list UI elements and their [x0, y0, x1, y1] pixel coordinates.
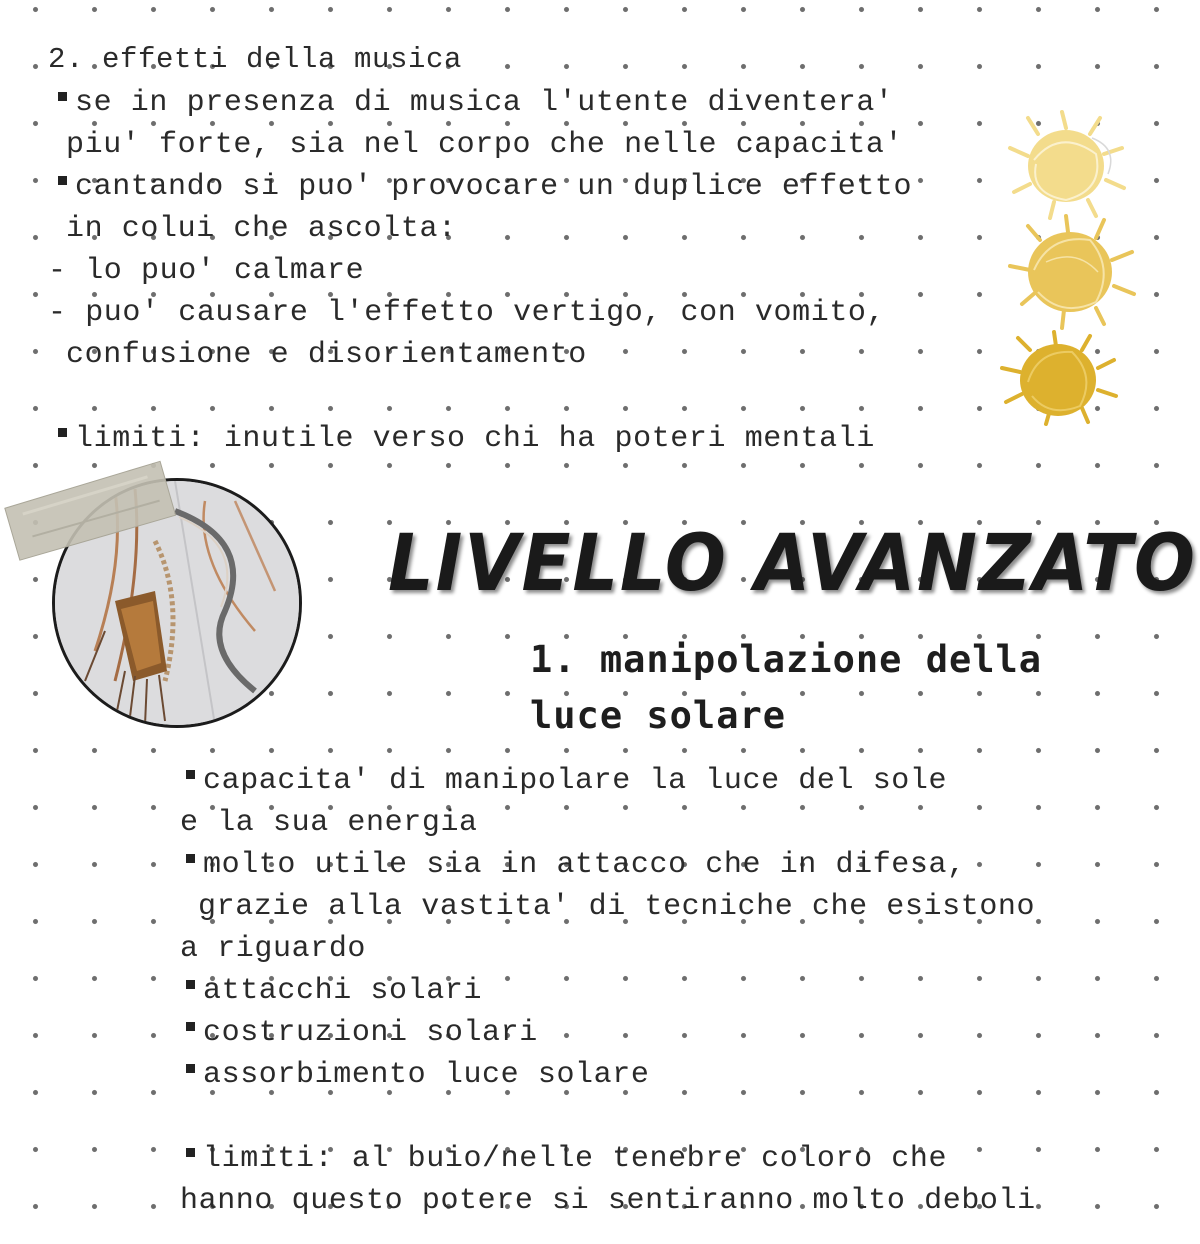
- limits-item: [58, 421, 875, 457]
- sun-medium-icon: [1006, 212, 1146, 332]
- bullet-item: [186, 973, 482, 1009]
- bullet-text: costruzioni solari: [203, 1016, 538, 1050]
- bullet-text: se in presenza di musica l'utente diventera': [75, 86, 894, 120]
- bullet-item: [186, 1057, 649, 1093]
- bullet-continuation: grazie alla vastita' di tecniche che esistono: [198, 890, 1036, 924]
- dash-item: - puo' causare l'effetto vertigo, con vomito,: [48, 296, 886, 330]
- limits-item: [186, 1141, 947, 1177]
- bullet-continuation: e la sua energia: [180, 806, 478, 840]
- bullet-item: [58, 85, 894, 121]
- bullet-item: [186, 847, 966, 883]
- bullet-square-icon: [186, 1064, 195, 1073]
- section-subtitle: 1. manipolazione della: [530, 638, 1043, 681]
- section-subtitle-continuation: luce solare: [530, 694, 787, 737]
- bullet-text: molto utile sia in attacco che in difesa,: [203, 848, 966, 882]
- bullet-continuation: a riguardo: [180, 932, 367, 966]
- dash-continuation: confusione e disorientamento: [66, 338, 587, 372]
- bullet-item: [186, 763, 947, 799]
- bullet-text: capacita' di manipolare la luce del sole: [203, 764, 948, 798]
- bullet-text: assorbimento luce solare: [203, 1058, 650, 1092]
- dash-item: - lo puo' calmare: [48, 254, 365, 288]
- page-title: LIVELLO AVANZATO: [388, 519, 1197, 609]
- bullet-continuation: in colui che ascolta:: [66, 212, 457, 246]
- sun-light-icon: [1000, 108, 1140, 223]
- bullet-square-icon: [186, 854, 195, 863]
- bullet-continuation: piu' forte, sia nel corpo che nelle capacita': [66, 128, 904, 162]
- bullet-square-icon: [58, 92, 67, 101]
- bullet-square-icon: [58, 176, 67, 185]
- section-heading: 2. effetti della musica: [48, 43, 463, 76]
- bullet-square-icon: [58, 428, 67, 437]
- limits-continuation: hanno questo potere si sentiranno molto deboli: [180, 1184, 1036, 1218]
- bullet-text: cantando si puo' provocare un duplice effetto: [75, 170, 913, 204]
- photo-frame: [52, 478, 302, 728]
- bullet-square-icon: [186, 1148, 195, 1157]
- bullet-square-icon: [186, 980, 195, 989]
- bullet-square-icon: [186, 770, 195, 779]
- bullet-square-icon: [186, 1022, 195, 1031]
- bullet-item: [58, 169, 912, 205]
- bullet-text: attacchi solari: [203, 974, 483, 1008]
- limits-text: limiti: al buio/nelle tenebre coloro che: [203, 1142, 948, 1176]
- bullet-item: [186, 1015, 538, 1051]
- sun-dark-icon: [998, 330, 1128, 426]
- limits-text: limiti: inutile verso chi ha poteri mentali: [75, 422, 875, 456]
